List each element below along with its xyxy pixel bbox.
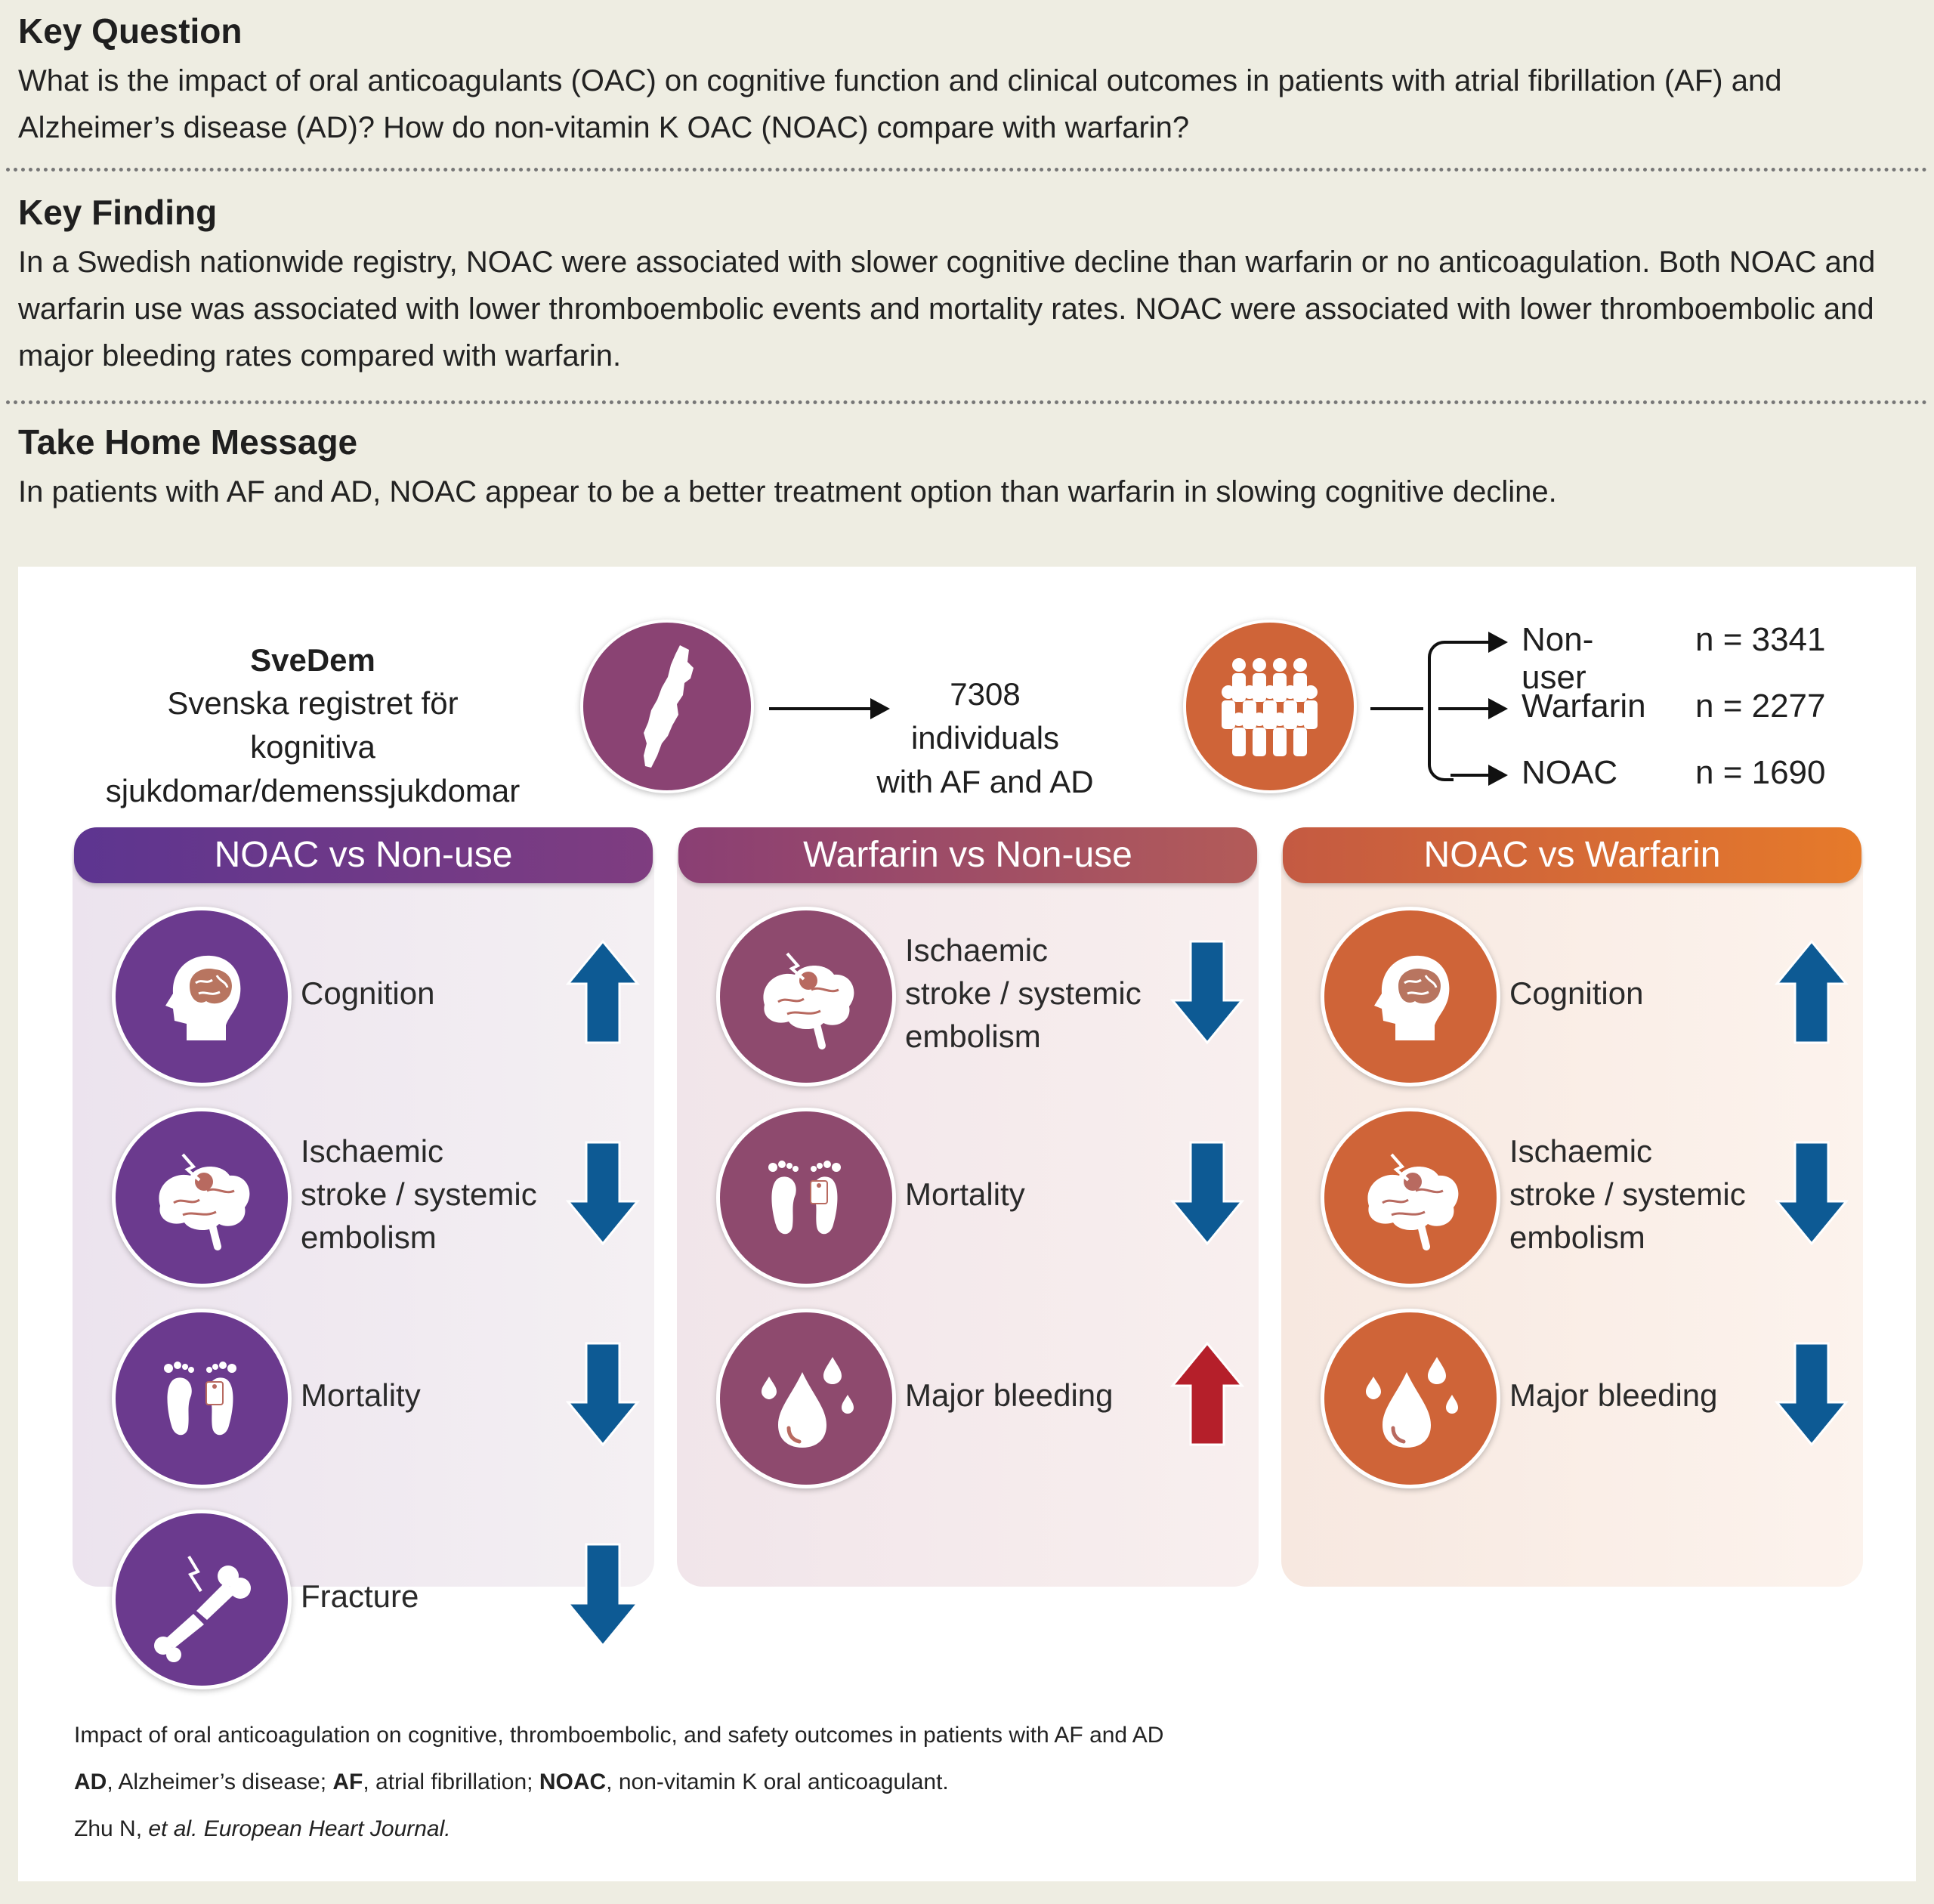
population-line-2: with AF and AD	[876, 764, 1094, 799]
head-brain-icon	[112, 907, 292, 1086]
key-finding-text: In a Swedish nationwide registry, NOAC were associated with slower cognitive decline than warfarin or no anticoagulation. Both NOAC and warfarin use was associated with lower thromboembolic events and mortality rates. NOAC were associated with lower thromboembolic and major bleeding rates compared with warfarin.	[18, 246, 1876, 372]
outcome-label-line: Cognition	[301, 975, 435, 1011]
abbr-ad-text: , Alzheimer’s disease;	[107, 1770, 333, 1794]
key-finding-heading: Key Finding	[18, 193, 218, 232]
divider	[6, 400, 1928, 404]
arrow-down-icon	[565, 1138, 641, 1252]
outcome-label	[905, 1173, 1177, 1216]
outcome-label-line: Ischaemic	[1509, 1133, 1653, 1169]
registry-line-2: sjukdomar/demenssjukdomar	[105, 773, 521, 808]
column-header: NOAC vs Warfarin	[1283, 827, 1861, 883]
arrow-down-icon	[1169, 1138, 1245, 1252]
arrow-up-red-icon	[1169, 1339, 1245, 1453]
registry-line-1: Svenska registret för kognitiva	[167, 685, 459, 765]
outcome-label-line: embolism	[301, 1219, 437, 1255]
broken-bone-icon	[112, 1510, 292, 1689]
outcome-label	[1509, 972, 1781, 1015]
arrow-down-icon	[565, 1339, 641, 1453]
outcome-label	[905, 929, 1177, 1058]
outcome-label	[301, 1575, 573, 1618]
figure-caption: Impact of oral anticoagulation on cognitive, thromboembolic, and safety outcomes in patients with AF and AD	[74, 1723, 1164, 1748]
abbr-ad: AD	[74, 1770, 107, 1794]
arrow-down-icon	[1774, 1339, 1849, 1453]
outcome-label-line: Ischaemic	[905, 932, 1049, 968]
group-count: n = 1690	[1695, 754, 1826, 791]
branch-arrow-head	[1488, 765, 1508, 786]
group-count: n = 3341	[1695, 621, 1826, 658]
abbr-noac-text: , non-vitamin K oral anticoagulant.	[606, 1770, 949, 1794]
citation-journal: et al. European Heart Journal.	[148, 1816, 451, 1841]
group-label: NOAC	[1522, 754, 1618, 791]
abbr-noac: NOAC	[539, 1770, 607, 1794]
outcome-label-line: Major bleeding	[905, 1377, 1114, 1413]
feet-tag-icon	[112, 1309, 292, 1488]
take-home-text: In patients with AF and AD, NOAC appear to be a better treatment option than warfarin in slowing cognitive decline.	[18, 475, 1557, 508]
branch-arrow	[1370, 707, 1423, 710]
citation-author: Zhu N,	[74, 1816, 149, 1841]
branch-arrow-head	[1488, 632, 1508, 653]
population-text	[872, 672, 1098, 804]
outcome-label-line: stroke / systemic	[301, 1176, 537, 1212]
column-header: NOAC vs Non-use	[74, 827, 653, 883]
divider	[6, 168, 1928, 172]
flow-arrow	[769, 707, 875, 710]
arrow-down-icon	[1169, 937, 1245, 1051]
brain-stroke-icon	[1321, 1108, 1500, 1287]
brain-stroke-icon	[112, 1108, 292, 1287]
outcome-label	[1509, 1130, 1781, 1259]
arrow-down-icon	[565, 1540, 641, 1654]
blood-drops-icon	[1321, 1309, 1500, 1488]
outcome-label-line: Fracture	[301, 1578, 419, 1614]
key-finding-section	[18, 192, 1916, 379]
take-home-section	[18, 422, 1916, 515]
branch-bracket	[1428, 641, 1454, 781]
registry-name: SveDem	[250, 642, 375, 678]
branch-arrow-head	[1488, 698, 1508, 719]
brain-stroke-icon	[716, 907, 896, 1086]
people-group-icon	[1183, 620, 1357, 793]
infographic-panel	[18, 567, 1916, 1881]
outcome-label-line: Mortality	[301, 1377, 421, 1413]
outcome-label-line: Major bleeding	[1509, 1377, 1718, 1413]
outcome-label-line: Cognition	[1509, 975, 1644, 1011]
key-question-heading: Key Question	[18, 11, 243, 51]
branch-arrow-noac	[1450, 774, 1488, 777]
abbr-af: AF	[332, 1770, 363, 1794]
outcome-label-line: Ischaemic	[301, 1133, 444, 1169]
blood-drops-icon	[716, 1309, 896, 1488]
arrow-down-icon	[1774, 1138, 1849, 1252]
registry-block	[101, 642, 524, 813]
outcome-label	[905, 1374, 1177, 1417]
outcome-label-line: Mortality	[905, 1176, 1025, 1212]
branch-arrow-nonuser	[1450, 641, 1488, 644]
key-question-text: What is the impact of oral anticoagulants (OAC) on cognitive function and clinical outcomes in patients with atrial fibrillation (AF) and Alzheimer’s disease (AD)? How do non-vitamin K OAC (NOAC) compare with warfarin?	[18, 64, 1782, 144]
arrow-up-icon	[565, 937, 641, 1051]
take-home-heading: Take Home Message	[18, 422, 358, 462]
sweden-map-icon	[580, 620, 754, 793]
outcome-label	[1509, 1374, 1781, 1417]
branch-arrow-warfarin	[1438, 707, 1488, 710]
group-label: Warfarin	[1522, 688, 1646, 725]
column-header: Warfarin vs Non-use	[678, 827, 1257, 883]
feet-tag-icon	[716, 1108, 896, 1287]
key-question-section	[18, 11, 1916, 151]
outcome-label-line: stroke / systemic	[905, 975, 1142, 1011]
outcome-label-line: embolism	[905, 1018, 1041, 1054]
group-label: Non-user	[1522, 621, 1594, 696]
outcome-label	[301, 1130, 573, 1259]
population-line-1: 7308 individuals	[910, 676, 1060, 756]
abbreviations	[74, 1770, 949, 1795]
citation	[74, 1816, 451, 1842]
abbr-af-text: , atrial fibrillation;	[363, 1770, 539, 1794]
outcome-label	[301, 1374, 573, 1417]
outcome-label-line: stroke / systemic	[1509, 1176, 1746, 1212]
outcome-label	[301, 972, 573, 1015]
outcome-label-line: embolism	[1509, 1219, 1645, 1255]
arrow-up-icon	[1774, 937, 1849, 1051]
head-brain-icon	[1321, 907, 1500, 1086]
group-count: n = 2277	[1695, 688, 1826, 725]
